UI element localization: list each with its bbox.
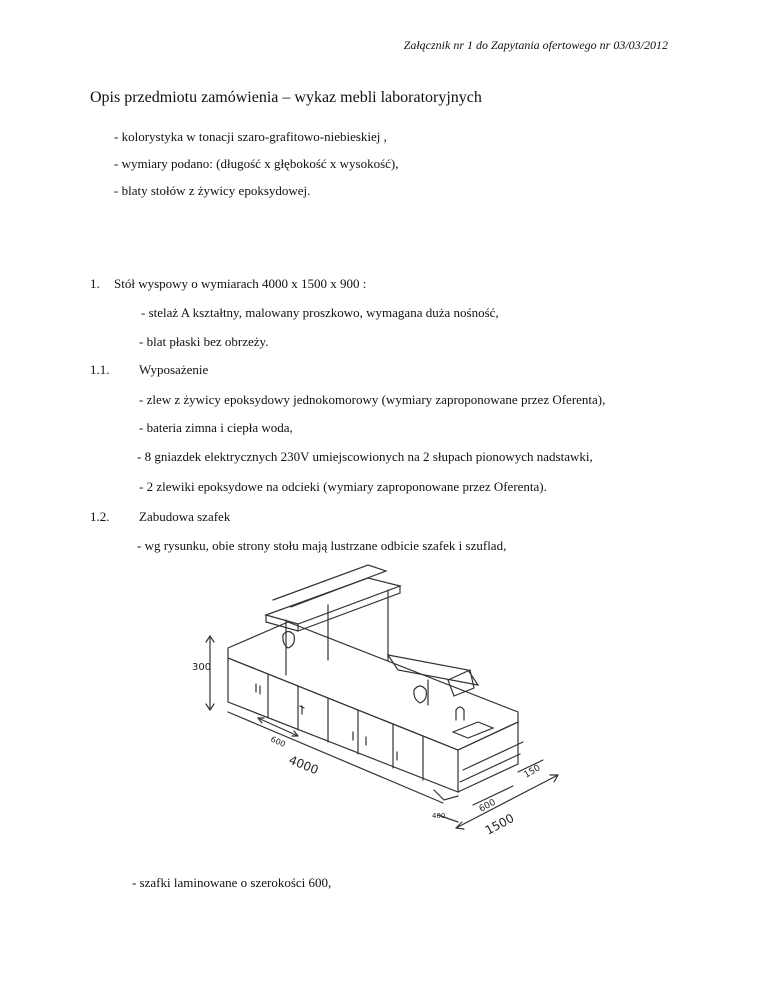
dim-label-300: 300 [192, 662, 212, 673]
section-1-1-number: 1.1. [90, 362, 110, 377]
dim-label-600-end: 600 [477, 797, 498, 815]
section-1-item-1: - stelaż A kształtny, malowany proszkowo, wymagana duża nośność, [141, 305, 499, 320]
section-1-1-title: Wyposażenie [139, 362, 209, 377]
section-1-number: 1. [90, 276, 100, 291]
intro-line-3: - blaty stołów z żywicy epoksydowej. [114, 183, 311, 198]
section-1-item-2: - blat płaski bez obrzeży. [139, 334, 269, 349]
intro-line-1: - kolorystyka w tonacji szaro-grafitowo-niebieskiej , [114, 129, 387, 144]
table-sketch [188, 560, 578, 860]
section-1-1-item-3: - 8 gniazdek elektrycznych 230V umiejscowionych na 2 słupach pionowych nadstawki, [137, 449, 593, 464]
footer-line: - szafki laminowane o szerokości 600, [132, 875, 332, 890]
intro-line-2: - wymiary podano: (długość x głębokość x wysokość), [114, 156, 399, 171]
document-header: Załącznik nr 1 do Zapytania ofertowego nr 03/03/2012 [403, 38, 668, 52]
dim-label-150: 150 [522, 763, 543, 781]
section-1-1-item-4: - 2 zlewiki epoksydowe na odcieki (wymiary zaproponowane przez Oferenta). [139, 479, 547, 494]
dim-label-4000: 4000 [286, 752, 321, 778]
dim-label-1500: 1500 [482, 810, 517, 838]
dim-label-400: 400 [432, 812, 446, 820]
section-1-2-number: 1.2. [90, 509, 110, 524]
section-1-1-item-2: - bateria zimna i ciepła woda, [139, 420, 293, 435]
section-1-2-title: Zabudowa szafek [139, 509, 231, 524]
dim-label-600: 600 [269, 734, 287, 750]
section-1-1-item-1: - zlew z żywicy epoksydowy jednokomorowy (wymiary zaproponowane przez Oferenta), [139, 392, 606, 407]
section-1-2-item-1: - wg rysunku, obie strony stołu mają lustrzane odbicie szafek i szuflad, [137, 538, 507, 553]
section-1-title: Stół wyspowy o wymiarach 4000 x 1500 x 900 : [114, 276, 367, 291]
document-title: Opis przedmiotu zamówienia – wykaz mebli laboratoryjnych [90, 89, 482, 106]
